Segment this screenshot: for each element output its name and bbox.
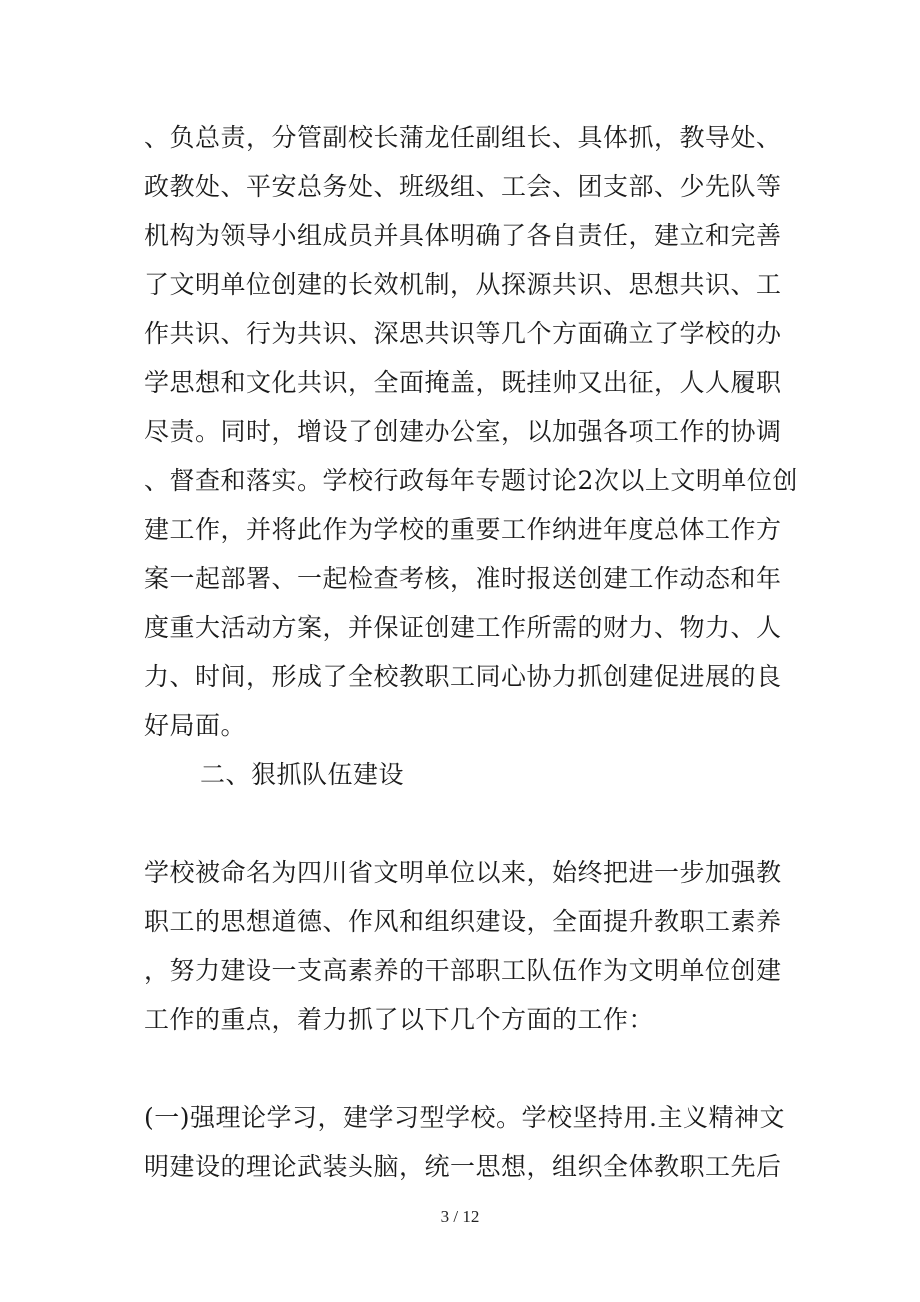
paragraph-line: 、负总责，分管副校长蒲龙任副组长、具体抓，教导处、 <box>144 123 782 152</box>
section-heading: 二、狠抓队伍建设 <box>200 760 405 789</box>
paragraph-line: 工作的重点，着力抓了以下几个方面的工作： <box>144 1005 655 1034</box>
paragraph-line: 明建设的理论武装头脑，统一思想，组织全体教职工先后 <box>144 1152 782 1181</box>
paragraph-line: 作共识、行为共识、深思共识等几个方面确立了学校的办 <box>144 319 782 348</box>
paragraph-line: 尽责。同时，增设了创建办公室，以加强各项工作的协调 <box>144 417 782 446</box>
page-number: 3 / 12 <box>440 1207 480 1226</box>
paragraph-line: 建工作，并将此作为学校的重要工作纳进年度总体工作方 <box>144 515 782 544</box>
paragraph-line: 学校被命名为四川省文明单位以来，始终把进一步加强教 <box>144 858 782 887</box>
paragraph-line: 职工的思想道德、作风和组织建设，全面提升教职工素养 <box>144 907 782 936</box>
paragraph-line: 学思想和文化共识，全面掩盖，既挂帅又出征，人人履职 <box>144 368 782 397</box>
paragraph-line: ，努力建设一支高素养的干部职工队伍作为文明单位创建 <box>144 956 782 985</box>
paragraph-line: 案一起部署、一起检查考核，准时报送创建工作动态和年 <box>144 564 782 593</box>
paragraph-line: 力、时间，形成了全校教职工同心协力抓创建促进展的良 <box>144 662 782 691</box>
paragraph-line: (一)强理论学习，建学习型学校。学校坚持用.主义精神文 <box>144 1103 785 1132</box>
paragraph-line: 度重大活动方案，并保证创建工作所需的财力、物力、人 <box>144 613 782 642</box>
paragraph-line: 、督查和落实。学校行政每年专题讨论2次以上文明单位创 <box>144 466 798 495</box>
paragraph-line: 好局面。 <box>144 711 247 740</box>
paragraph-line: 了文明单位创建的长效机制，从探源共识、思想共识、工 <box>144 270 782 299</box>
paragraph-line: 政教处、平安总务处、班级组、工会、团支部、少先队等 <box>144 172 782 201</box>
paragraph-line: 机构为领导小组成员并具体明确了各自责任，建立和完善 <box>144 221 782 250</box>
